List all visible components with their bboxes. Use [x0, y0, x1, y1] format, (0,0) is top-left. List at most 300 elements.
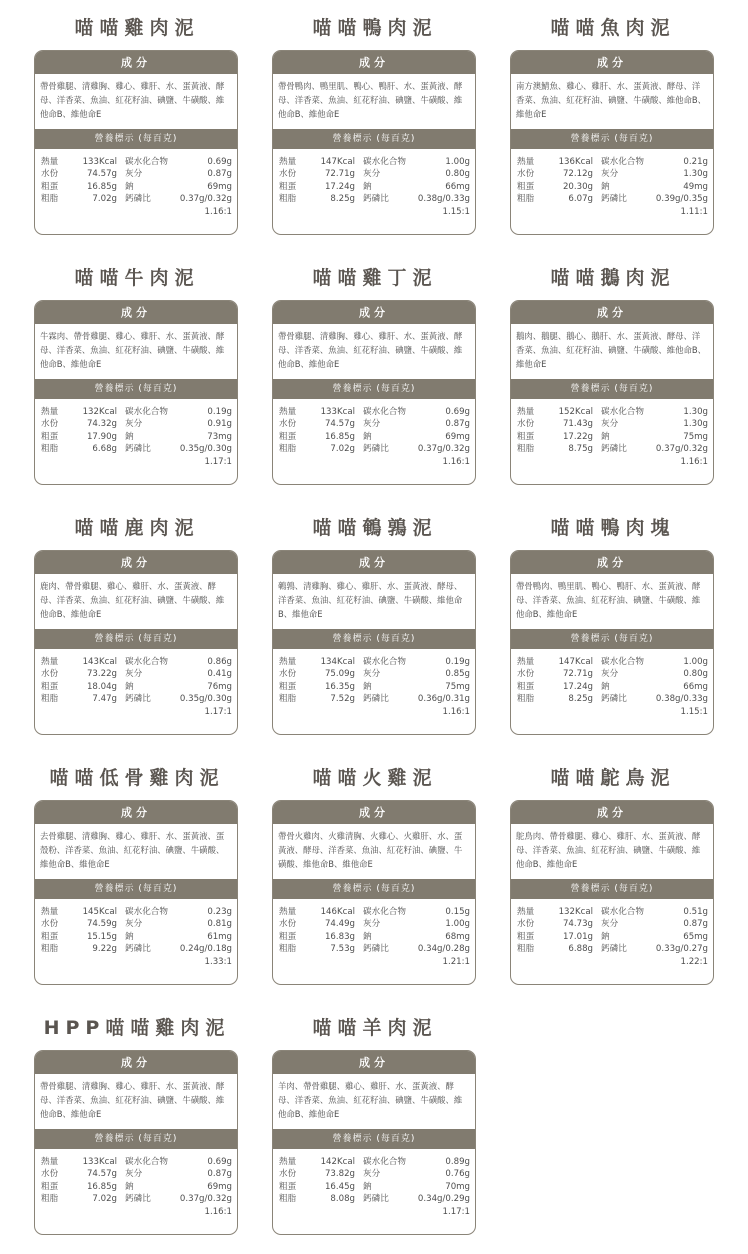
product-card [34, 50, 238, 235]
nutrient-label: 粗脂 [279, 944, 297, 955]
nutrient-value: 16.85g [86, 181, 117, 192]
nutrient-value: 0.37g/0.32g [179, 1194, 232, 1205]
nutrient-value: 74.73g [562, 919, 593, 930]
nutrient-label: 鈉 [125, 1181, 134, 1192]
nutrition-row [279, 1168, 470, 1180]
nutrition-table [273, 149, 475, 218]
nutrient-label: 碳水化合物 [601, 657, 644, 667]
product-title: 喵喵低骨雞肉泥 [49, 767, 225, 789]
nutrient-value: 66mg [445, 181, 470, 192]
nutrition-header: 營養標示 (每百克) [511, 629, 713, 649]
ingredients-header: 成分 [273, 301, 475, 324]
nutrient-label: 粗蛋 [279, 931, 297, 942]
nutrient-label: 粗蛋 [279, 1181, 297, 1192]
product-block [34, 1006, 240, 1217]
nutrition-row [41, 931, 232, 943]
nutrition-row [41, 681, 232, 693]
nutrient-value: 75.09g [324, 669, 355, 680]
nutrient-label: 碳水化合物 [363, 157, 406, 167]
ca-p-ratio: 1.16:1 [204, 206, 232, 217]
nutrient-value: 8.75g [568, 444, 593, 455]
nutrient-label: 碳水化合物 [363, 907, 406, 917]
nutrition-row [41, 418, 232, 430]
nutrient-value: 0.51g [683, 907, 708, 917]
nutrient-value: 7.02g [92, 1194, 117, 1205]
nutrient-value: 0.80g [445, 169, 470, 180]
nutrient-value: 69mg [207, 1181, 232, 1192]
nutrient-label: 水份 [41, 669, 59, 680]
product-title: 喵喵雞丁泥 [312, 267, 438, 289]
nutrition-row [517, 906, 708, 918]
nutrient-value: 0.37g/0.32g [179, 194, 232, 205]
nutrient-label: 粗蛋 [517, 681, 535, 692]
nutrition-row [41, 156, 232, 168]
nutrition-row [279, 168, 470, 180]
product-card [272, 800, 476, 985]
ingredients-header: 成分 [273, 1051, 475, 1074]
nutrient-value: 68mg [445, 931, 470, 942]
nutrient-value: 0.36g/0.31g [417, 694, 470, 705]
nutrition-row [41, 668, 232, 680]
nutrient-value: 132Kcal [558, 907, 593, 917]
nutrient-value: 6.07g [568, 194, 593, 205]
ingredients-header: 成分 [511, 301, 713, 324]
nutrient-label: 碳水化合物 [125, 157, 168, 167]
product-card [34, 800, 238, 985]
nutrient-value: 0.23g [207, 907, 232, 917]
ingredients-text: 帶骨雞腿、清雞胸、雞心、雞肝、水、蛋黃液、酵母、洋香菜、魚油、紅花籽油、碘鹽、牛磺酸、維他命B、維他命E [40, 1081, 225, 1119]
nutrient-value: 65mg [683, 931, 708, 942]
product-card [272, 1050, 476, 1235]
nutrient-value: 49mg [683, 181, 708, 192]
product-block [272, 256, 478, 467]
nutrient-value: 16.45g [324, 1181, 355, 1192]
nutrient-value: 0.69g [207, 1157, 232, 1167]
nutrient-label: 水份 [517, 419, 535, 430]
nutrient-value: 147Kcal [320, 157, 355, 167]
nutrition-row [279, 443, 470, 455]
product-card [272, 300, 476, 485]
ca-p-ratio: 1.16:1 [204, 1206, 232, 1217]
nutrient-value: 0.24g/0.18g [179, 944, 232, 955]
nutrient-label: 灰分 [601, 169, 619, 180]
nutrient-label: 灰分 [363, 919, 381, 930]
nutrition-row [41, 906, 232, 918]
nutrient-value: 6.88g [568, 944, 593, 955]
nutrition-row [517, 943, 708, 955]
product-card [272, 550, 476, 735]
nutrient-label: 灰分 [125, 169, 143, 180]
product-block [510, 506, 716, 717]
nutrient-value: 74.59g [86, 919, 117, 930]
ca-p-ratio: 1.15:1 [680, 706, 708, 717]
nutrient-value: 0.87g [207, 169, 232, 180]
nutrition-header: 營養標示 (每百克) [273, 879, 475, 899]
nutrient-label: 粗脂 [41, 444, 59, 455]
nutrient-label: 粗脂 [279, 694, 297, 705]
nutrition-row [41, 406, 232, 418]
product-title: 喵喵鴕鳥泥 [550, 767, 676, 789]
nutrient-value: 0.21g [683, 157, 708, 167]
ingredients-header: 成分 [35, 51, 237, 74]
nutrition-row [517, 668, 708, 680]
nutrient-label: 灰分 [601, 419, 619, 430]
nutrient-label: 水份 [41, 419, 59, 430]
nutrient-value: 7.02g [92, 194, 117, 205]
nutrient-value: 0.76g [445, 1169, 470, 1180]
product-block [510, 256, 716, 467]
ca-p-ratio: 1.16:1 [680, 456, 708, 467]
product-card [510, 800, 714, 985]
nutrition-row [517, 406, 708, 418]
nutrition-header: 營養標示 (每百克) [273, 1129, 475, 1149]
nutrition-header: 營養標示 (每百克) [511, 129, 713, 149]
nutrient-value: 73mg [207, 431, 232, 442]
nutrient-label: 碳水化合物 [363, 1157, 406, 1167]
nutrient-value: 71.43g [562, 419, 593, 430]
nutrient-label: 熱量 [41, 407, 59, 417]
nutrition-row [517, 193, 708, 205]
nutrient-value: 70mg [445, 1181, 470, 1192]
nutrient-label: 鈉 [125, 431, 134, 442]
nutrition-row [517, 168, 708, 180]
nutrient-label: 粗蛋 [279, 181, 297, 192]
nutrition-row [517, 156, 708, 168]
nutrient-label: 粗蛋 [41, 1181, 59, 1192]
nutrient-value: 0.38g/0.33g [417, 194, 470, 205]
nutrient-value: 147Kcal [558, 657, 593, 667]
nutrient-label: 粗蛋 [41, 181, 59, 192]
nutrient-label: 熱量 [41, 1157, 59, 1167]
nutrient-label: 鈉 [601, 931, 610, 942]
nutrient-label: 水份 [279, 1169, 297, 1180]
nutrient-value: 8.25g [330, 194, 355, 205]
nutrition-row [517, 181, 708, 193]
nutrient-value: 1.30g [683, 419, 708, 430]
ingredients-header: 成分 [511, 801, 713, 824]
nutrient-label: 灰分 [125, 669, 143, 680]
nutrient-label: 熱量 [279, 157, 297, 167]
nutrient-label: 水份 [41, 1169, 59, 1180]
nutrition-row [279, 681, 470, 693]
nutrition-row [279, 193, 470, 205]
nutrient-value: 74.57g [324, 419, 355, 430]
product-card [34, 1050, 238, 1235]
nutrient-label: 碳水化合物 [125, 1157, 168, 1167]
nutrient-value: 136Kcal [558, 157, 593, 167]
ingredients-text: 牛霖肉、帶骨雞腿、雞心、雞肝、水、蛋黃液、酵母、洋香菜、魚油、紅花籽油、碘鹽、牛磺酸、維他命B、維他命E [40, 331, 225, 369]
nutrient-label: 粗脂 [517, 194, 535, 205]
ingredients-text: 帶骨雞腿、清雞胸、雞心、雞肝、水、蛋黃液、酵母、洋香菜、魚油、紅花籽油、碘鹽、牛磺酸、維他命B、維他命E [40, 81, 225, 119]
nutrient-label: 鈉 [125, 931, 134, 942]
nutrition-table [511, 899, 713, 968]
nutrition-header: 營養標示 (每百克) [511, 879, 713, 899]
nutrient-label: 粗蛋 [41, 931, 59, 942]
nutrition-row [41, 168, 232, 180]
ca-p-ratio: 1.21:1 [442, 956, 470, 967]
nutrient-value: 7.02g [330, 444, 355, 455]
ca-p-ratio: 1.17:1 [204, 456, 232, 467]
nutrient-label: 水份 [41, 169, 59, 180]
nutrition-header: 營養標示 (每百克) [273, 129, 475, 149]
nutrition-row [517, 418, 708, 430]
nutrition-row [279, 1181, 470, 1193]
nutrient-value: 69mg [445, 431, 470, 442]
nutrient-value: 18.04g [86, 681, 117, 692]
nutrient-label: 熱量 [517, 157, 535, 167]
nutrient-label: 熱量 [517, 407, 535, 417]
nutrient-label: 灰分 [125, 1169, 143, 1180]
nutrient-label: 水份 [279, 169, 297, 180]
nutrition-row [279, 431, 470, 443]
nutrition-table [511, 649, 713, 718]
nutrition-table [511, 149, 713, 218]
nutrient-value: 7.53g [330, 944, 355, 955]
nutrition-row [41, 443, 232, 455]
nutrient-value: 0.39g/0.35g [655, 194, 708, 205]
nutrition-table [273, 649, 475, 718]
nutrient-label: 熱量 [279, 1157, 297, 1167]
nutrient-label: 鈣磷比 [125, 444, 151, 455]
product-block [34, 6, 240, 217]
product-block [272, 6, 478, 217]
nutrient-label: 粗蛋 [517, 431, 535, 442]
nutrition-row [41, 193, 232, 205]
nutrient-label: 粗脂 [279, 1194, 297, 1205]
nutrient-label: 鈣磷比 [125, 194, 151, 205]
nutrient-value: 16.83g [324, 931, 355, 942]
nutrient-value: 143Kcal [82, 657, 117, 667]
nutrient-value: 74.57g [86, 169, 117, 180]
product-block [34, 256, 240, 467]
nutrient-label: 熱量 [279, 657, 297, 667]
product-title: 喵喵羊肉泥 [312, 1017, 438, 1039]
product-title: 喵喵雞肉泥 [74, 17, 200, 39]
ca-p-ratio: 1.16:1 [442, 706, 470, 717]
nutrition-table [273, 399, 475, 468]
nutrient-label: 粗蛋 [517, 181, 535, 192]
ingredients-text: 鹿肉、帶骨雞腿、雞心、雞肝、水、蛋黃液、酵母、洋香菜、魚油、紅花籽油、碘鹽、牛磺酸、維他命B、維他命E [40, 581, 225, 619]
nutrition-header: 營養標示 (每百克) [273, 629, 475, 649]
nutrient-label: 粗脂 [279, 194, 297, 205]
nutrient-value: 72.71g [562, 669, 593, 680]
ingredients-header: 成分 [273, 51, 475, 74]
nutrient-value: 133Kcal [82, 157, 117, 167]
nutrient-value: 145Kcal [82, 907, 117, 917]
nutrient-value: 74.32g [86, 419, 117, 430]
nutrition-row [517, 431, 708, 443]
ingredients-header: 成分 [273, 801, 475, 824]
nutrition-row [517, 681, 708, 693]
product-block [272, 1006, 478, 1217]
nutrition-row [41, 656, 232, 668]
nutrient-label: 熱量 [41, 907, 59, 917]
nutrient-label: 熱量 [41, 657, 59, 667]
nutrient-label: 鈣磷比 [601, 444, 627, 455]
nutrient-value: 0.80g [683, 669, 708, 680]
ca-p-ratio: 1.33:1 [204, 956, 232, 967]
nutrient-value: 0.34g/0.29g [417, 1194, 470, 1205]
ingredients-header: 成分 [511, 51, 713, 74]
nutrient-label: 碳水化合物 [601, 907, 644, 917]
product-block [510, 756, 716, 967]
product-title: 喵喵火雞泥 [312, 767, 438, 789]
nutrition-row [41, 693, 232, 705]
nutrient-value: 0.19g [207, 407, 232, 417]
nutrient-label: 熱量 [517, 657, 535, 667]
ingredients-text: 羊肉、帶骨雞腿、雞心、雞肝、水、蛋黃液、酵母、洋香菜、魚油、紅花籽油、碘鹽、牛磺酸、維他命B、維他命E [278, 1081, 463, 1119]
nutrient-value: 76mg [207, 681, 232, 692]
nutrient-label: 粗脂 [41, 694, 59, 705]
nutrient-value: 0.87g [207, 1169, 232, 1180]
product-title: 喵喵鴨肉塊 [550, 517, 676, 539]
nutrient-label: 鈉 [363, 181, 372, 192]
nutrient-label: 碳水化合物 [125, 907, 168, 917]
nutrition-table [273, 1149, 475, 1218]
ingredients-text: 帶骨鴨肉、鴨里肌、鴨心、鴨肝、水、蛋黃液、酵母、洋香菜、魚油、紅花籽油、碘鹽、牛磺酸、維他命B、維他命E [278, 81, 463, 119]
ca-p-ratio: 1.11:1 [680, 206, 708, 217]
nutrient-label: 灰分 [363, 169, 381, 180]
ingredients-header: 成分 [35, 801, 237, 824]
nutrition-header: 營養標示 (每百克) [35, 1129, 237, 1149]
product-card [510, 50, 714, 235]
nutrient-value: 75mg [683, 431, 708, 442]
ingredients-text: 帶骨火雞肉、火雞清胸、火雞心、火雞肝、水、蛋黃液、酵母、洋香菜、魚油、紅花籽油、碘鹽、牛磺酸、維他命B、維他命E [278, 831, 463, 869]
nutrient-label: 鈣磷比 [363, 444, 389, 455]
nutrient-label: 粗脂 [517, 444, 535, 455]
nutrient-value: 17.01g [562, 931, 593, 942]
nutrition-table [35, 649, 237, 718]
nutrient-label: 粗脂 [41, 194, 59, 205]
nutrient-value: 0.87g [445, 419, 470, 430]
nutrient-label: 粗蛋 [41, 431, 59, 442]
nutrient-value: 8.25g [568, 694, 593, 705]
nutrient-value: 0.38g/0.33g [655, 694, 708, 705]
product-title: 喵喵魚肉泥 [550, 17, 676, 39]
nutrient-value: 69mg [207, 181, 232, 192]
nutrition-header: 營養標示 (每百克) [511, 379, 713, 399]
nutrient-label: 粗脂 [41, 944, 59, 955]
nutrient-value: 0.33g/0.27g [655, 944, 708, 955]
nutrition-row [41, 943, 232, 955]
nutrition-header: 營養標示 (每百克) [35, 879, 237, 899]
nutrient-value: 0.15g [445, 907, 470, 917]
nutrient-value: 1.00g [445, 157, 470, 167]
nutrient-label: 鈣磷比 [601, 194, 627, 205]
nutrient-value: 0.34g/0.28g [417, 944, 470, 955]
nutrient-label: 鈣磷比 [363, 694, 389, 705]
nutrient-value: 73.82g [324, 1169, 355, 1180]
nutrient-label: 鈣磷比 [601, 944, 627, 955]
nutrient-label: 鈣磷比 [601, 694, 627, 705]
nutrition-row [279, 906, 470, 918]
nutrient-label: 粗脂 [41, 1194, 59, 1205]
ca-p-ratio: 1.17:1 [442, 1206, 470, 1217]
product-title: 喵喵鴨肉泥 [312, 17, 438, 39]
nutrient-label: 熱量 [279, 907, 297, 917]
nutrient-value: 66mg [683, 681, 708, 692]
nutrition-row [517, 693, 708, 705]
ingredients-text: 帶骨鴨肉、鴨里肌、鴨心、鴨肝、水、蛋黃液、酵母、洋香菜、魚油、紅花籽油、碘鹽、牛磺酸、維他命B、維他命E [516, 581, 701, 619]
nutrient-value: 8.08g [330, 1194, 355, 1205]
nutrient-label: 碳水化合物 [601, 407, 644, 417]
nutrient-value: 7.47g [92, 694, 117, 705]
nutrient-value: 75mg [445, 681, 470, 692]
nutrient-label: 鈉 [125, 681, 134, 692]
nutrient-label: 熱量 [517, 907, 535, 917]
product-title: 喵喵鵪鶉泥 [312, 517, 438, 539]
nutrient-label: 水份 [279, 419, 297, 430]
nutrient-label: 水份 [279, 669, 297, 680]
ingredients-header: 成分 [35, 301, 237, 324]
nutrient-value: 16.85g [324, 431, 355, 442]
nutrient-value: 0.35g/0.30g [179, 694, 232, 705]
ingredients-header: 成分 [511, 551, 713, 574]
nutrient-label: 水份 [41, 919, 59, 930]
nutrient-value: 61mg [207, 931, 232, 942]
nutrition-header: 營養標示 (每百克) [35, 129, 237, 149]
nutrition-table [35, 1149, 237, 1218]
nutrient-label: 鈉 [601, 431, 610, 442]
nutrient-value: 20.30g [562, 181, 593, 192]
nutrition-header: 營養標示 (每百克) [35, 379, 237, 399]
nutrient-value: 146Kcal [320, 907, 355, 917]
nutrition-row [279, 943, 470, 955]
nutrient-value: 1.30g [683, 407, 708, 417]
nutrition-row [517, 443, 708, 455]
nutrient-value: 16.35g [324, 681, 355, 692]
nutrient-label: 水份 [517, 169, 535, 180]
nutrient-label: 碳水化合物 [601, 157, 644, 167]
nutrition-row [279, 181, 470, 193]
nutrient-value: 72.12g [562, 169, 593, 180]
nutrient-value: 1.30g [683, 169, 708, 180]
nutrient-value: 152Kcal [558, 407, 593, 417]
nutrient-label: 鈉 [363, 681, 372, 692]
nutrient-label: 水份 [517, 919, 535, 930]
nutrition-header: 營養標示 (每百克) [273, 379, 475, 399]
nutrient-label: 鈉 [601, 681, 610, 692]
product-card [510, 550, 714, 735]
nutrient-label: 鈉 [363, 1181, 372, 1192]
nutrient-value: 134Kcal [320, 657, 355, 667]
nutrient-label: 鈉 [363, 931, 372, 942]
nutrition-row [41, 1181, 232, 1193]
nutrient-value: 0.89g [445, 1157, 470, 1167]
nutrition-header: 營養標示 (每百克) [35, 629, 237, 649]
nutrient-label: 鈉 [125, 181, 134, 192]
nutrition-row [517, 918, 708, 930]
nutrient-label: 粗脂 [517, 944, 535, 955]
nutrient-value: 0.69g [445, 407, 470, 417]
product-block [34, 506, 240, 717]
nutrient-value: 0.37g/0.32g [655, 444, 708, 455]
nutrient-label: 熱量 [279, 407, 297, 417]
ca-p-ratio: 1.16:1 [442, 456, 470, 467]
product-block [510, 6, 716, 217]
nutrient-value: 17.90g [86, 431, 117, 442]
nutrient-label: 粗蛋 [279, 431, 297, 442]
product-card [34, 550, 238, 735]
product-block [272, 506, 478, 717]
product-title: 喵喵牛肉泥 [74, 267, 200, 289]
nutrition-row [279, 1156, 470, 1168]
nutrient-value: 9.22g [92, 944, 117, 955]
nutrition-table [273, 899, 475, 968]
nutrient-label: 粗脂 [279, 444, 297, 455]
ingredients-header: 成分 [35, 1051, 237, 1074]
nutrient-label: 粗蛋 [279, 681, 297, 692]
